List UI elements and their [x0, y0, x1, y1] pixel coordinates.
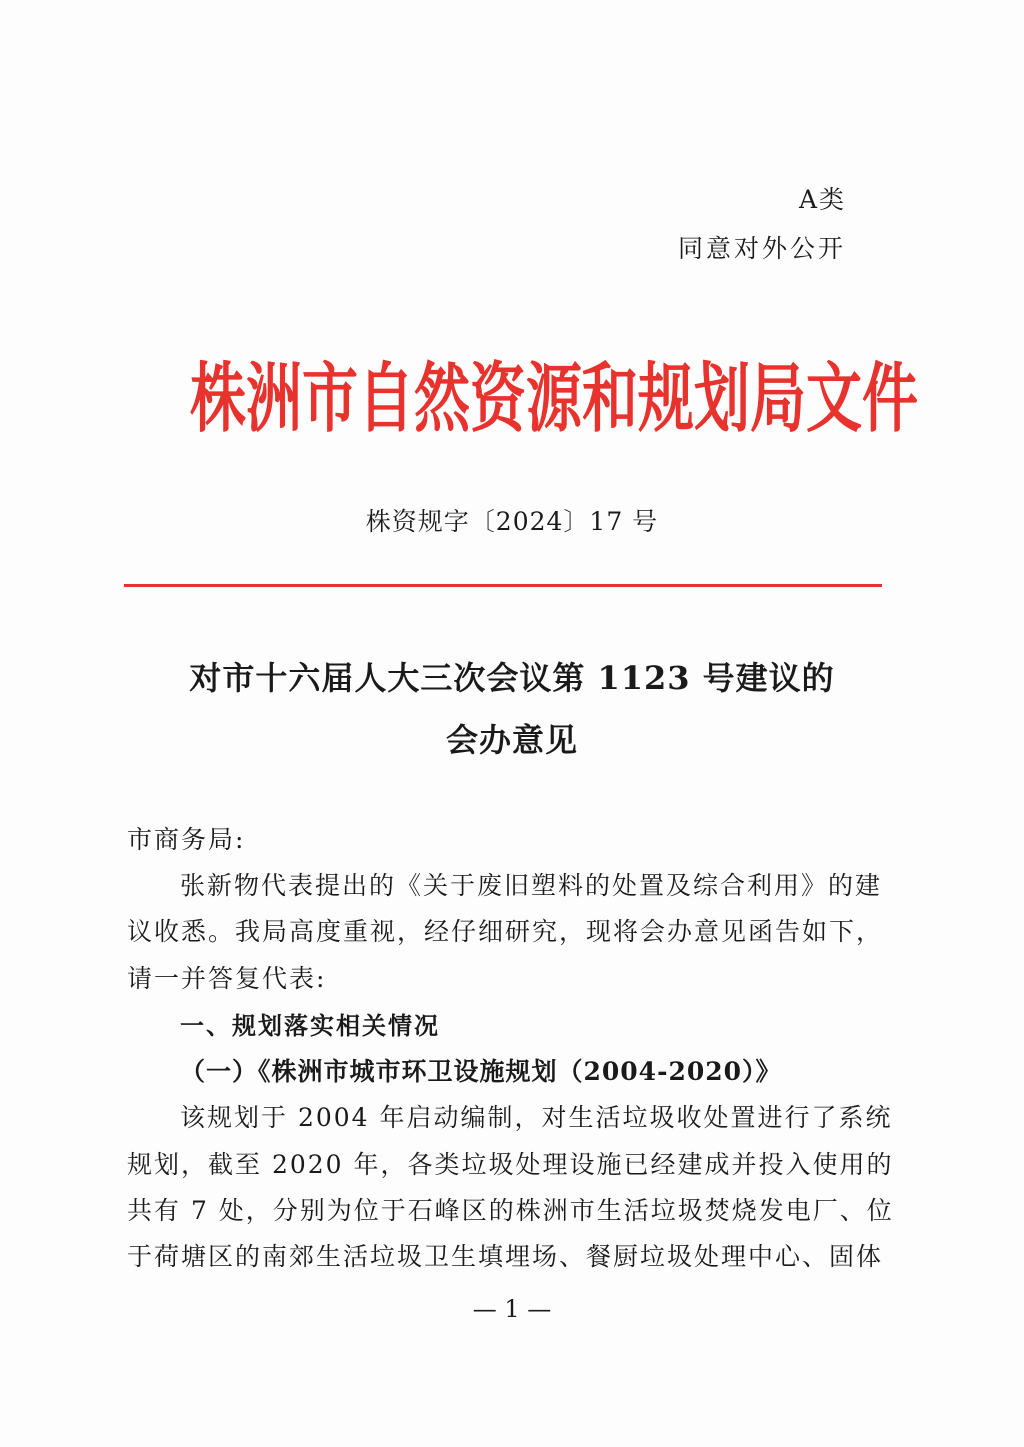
- document-title-line-1: 对市十六届人大三次会议第 1123 号建议的: [189, 659, 835, 697]
- body-paragraph-2-line-3: 共有 7 处，分别为位于石峰区的株洲市生活垃圾焚烧发电厂、位: [127, 1196, 894, 1225]
- body-paragraph-2-line-2: 规划，截至 2020 年，各类垃圾处理设施已经建成并投入使用的: [127, 1150, 894, 1179]
- salutation: 市商务局:: [127, 825, 246, 854]
- document-title-line-2: 会办意见: [445, 721, 578, 759]
- classification-label: A类: [798, 185, 846, 214]
- body-paragraph-2-line-1: 该规划于 2004 年启动编制，对生活垃圾收处置进行了系统: [180, 1103, 893, 1132]
- body-paragraph-1-line-2: 议收悉。我局高度重视，经仔细研究，现将会办意见函告如下，: [127, 917, 884, 946]
- section-heading-1: 一、规划落实相关情况: [180, 1012, 440, 1040]
- subsection-heading-1: （一）《株洲市城市环卫设施规划（2004-2020）》: [180, 1057, 782, 1086]
- body-paragraph-2-line-4: 于荷塘区的南郊生活垃圾卫生填埋场、餐厨垃圾处理中心、固体: [127, 1242, 884, 1271]
- document-number: 株资规字〔2024〕17 号: [365, 507, 659, 536]
- disclosure-label: 同意对外公开: [677, 234, 846, 263]
- body-paragraph-1-line-3: 请一并答复代表:: [127, 964, 327, 993]
- page-number: — 1 —: [472, 1295, 552, 1323]
- red-divider-line: [124, 584, 882, 587]
- agency-letterhead-title: 株洲市自然资源和规划局文件: [190, 355, 918, 444]
- body-paragraph-1-line-1: 张新物代表提出的《关于废旧塑料的处置及综合利用》的建: [180, 871, 883, 900]
